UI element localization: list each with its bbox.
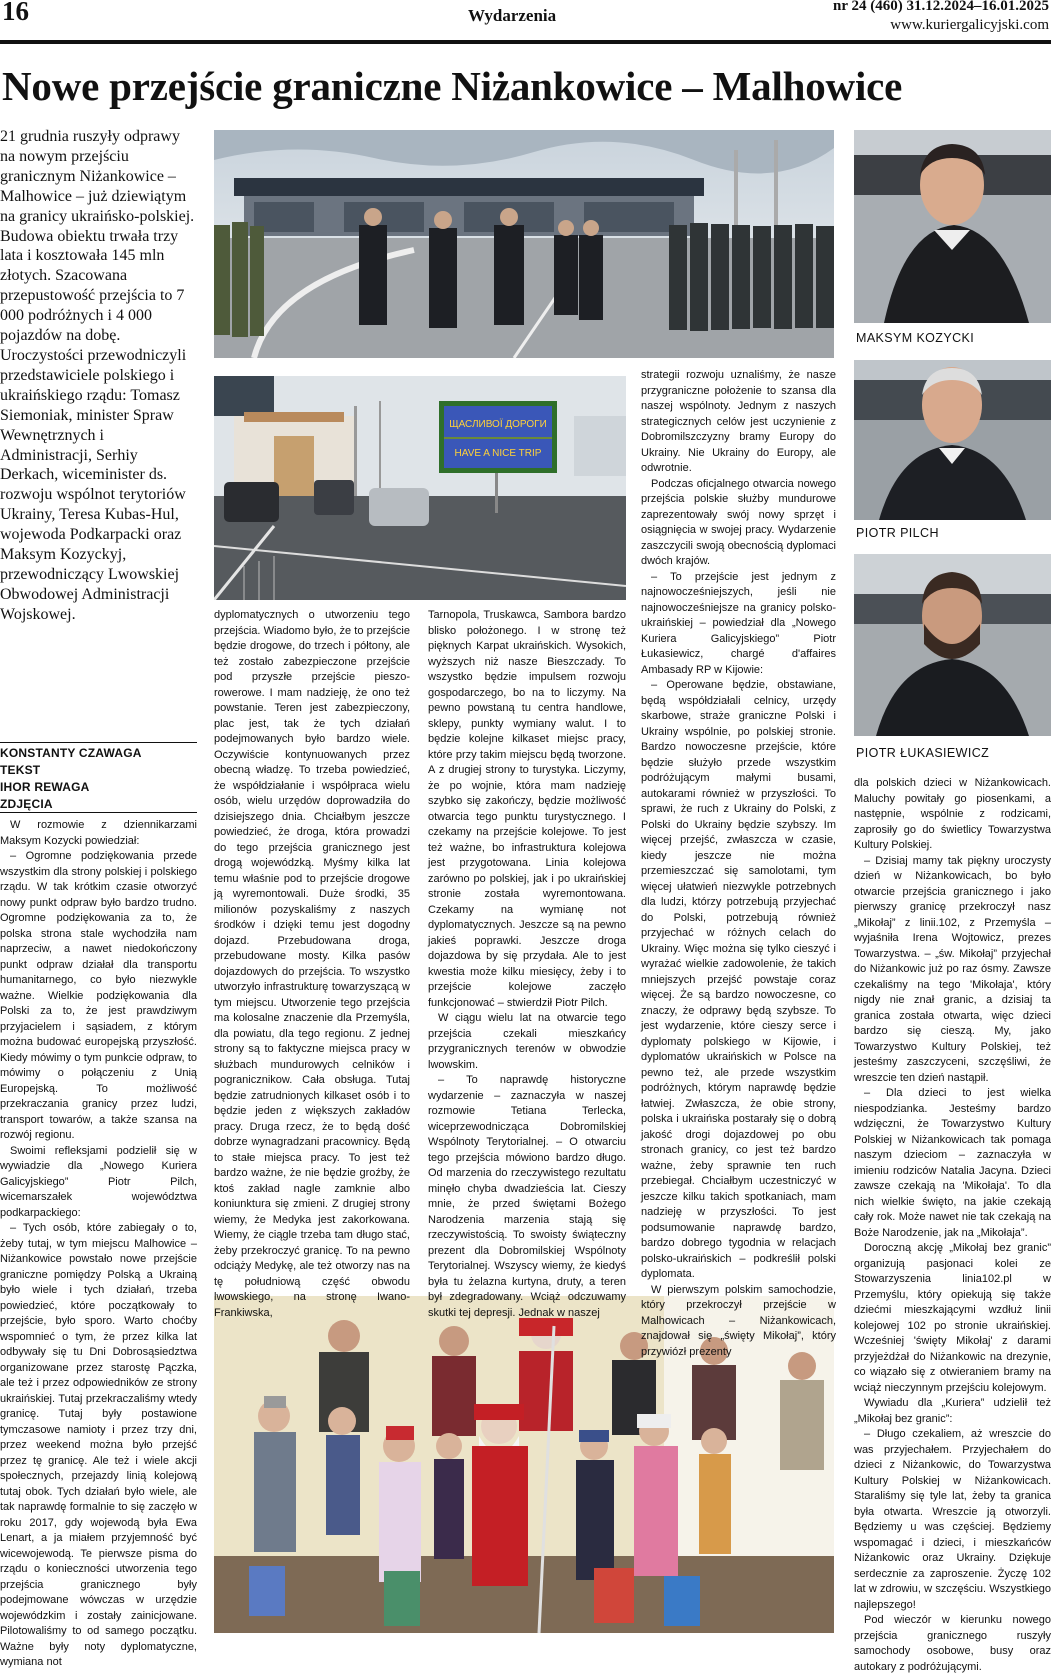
paragraph: – Długo czekaliem, aż wreszcie do was przyjechałem. Przyjechałem do dzieci z Niżankowic, do Towarzystwa Kultury Polskiej w Niżankowicach. Staraliśmy się tyle lat, żeby ta granica była otwarta. Wreszcie ją otworzyli. Będziemy u was częściej. Będziemy wspomagać i dzieci, i mieszkańców Niżankowic oraz Ukrainy. Dziękuje serdecznie za zaproszenie. Życzę 102 lat w zdrowiu, w szczęściu. Wszystkiego najlepszego!: [854, 1428, 1051, 1611]
paragraph: – To naprawdę historyczne wydarzenie – zaznaczyła w naszej rozmowie Tetiana Terlecka, wiceprzewodnicząca Dobromilskiej Wspólnoty Terytorialnej. – O otwarciu tego przejścia mówiono bardzo długo. Od marzenia do rzeczywistego rezultatu minęło chyba dwadzieścia lat. Cieszy mnie, że przed świętami Bożego Narodzenia marzenia stają się rzeczywistością. To swoisty świąteczny prezent dla Dobromilskiej Wspólnoty Terytorialnej. Wszyscy wiemy, że kiedyś była tu żelazna kurtyna, druty, a teren był zdegradowany. Wciąż odczuwamy skutki tej depresji. Jednak w naszej: [428, 1074, 626, 1319]
issue-info: nr 24 (460) 31.12.2024–16.01.2025: [833, 0, 1049, 14]
paragraph: – Ogromne podziękowania przede wszystkim dla strony polskiej i polskiego rządu. W tak krótkim czasie otworzyć nowy punkt odpraw było bardzo trudno. Ogromne podziękowania za to, że polska strona stale wychodziła nam naprzeciw, a nawet niedokończony punkt odpraw działał dla transportu humanitarnego, co było niezwykle ważne. Wielkie podziękowania dla Polski za to, że jest prawdziwym przyjacielem i sąsiadem, z którym można budować europejską przyszłość. Kiedy mówimy o tym punkcie odpraw, to mówimy o połączeniu z Unią Europejską. To możliwość przekraczania granicy przez ludzi, transport towarów, a także szansa na rozwój regionu.: [0, 850, 197, 1141]
article-column-3: [428, 608, 626, 1321]
photo-piotr-lukasiewicz: [854, 554, 1051, 736]
article-column-5: [854, 776, 1051, 1675]
paragraph: – Dzisiaj mamy tak piękny uroczysty dzień w Niżankowicach, bo było otwarcie przejścia granicznego i jako pierwszy granicę przekroczył nasz „Mikołaj” z linii.102, z Przemyśla – wyjaśniła Irena Wojtowicz, prezes Towarzystwa. – „św. Mikołaj” przyjechał do Niżankowic już po raz ósmy. Zawsze czekaliśmy na tego 'Mikołaja', który nigdy nie znał granic, a dzisiaj ta granica została otwarta, więc dzieci bardzo się cieszą. My, jako Towarzystwo Kultury Polskiej, też jesteśmy zaszczyceni, szczęśliwi, że wreszcie ten dzień nastąpił.: [854, 854, 1051, 1084]
website-link[interactable]: www.kuriergalicyjski.com: [890, 17, 1049, 33]
paragraph: W pierwszym polskim samochodzie, który przekroczył przejście w Malhowicach – Niżankowicach, znajdował się „święty Mikołaj”, który przywiózł prezenty: [641, 1283, 836, 1358]
caption-maksym-kozycki: MAKSYM KOZYCKI: [856, 331, 975, 345]
header-rule: [0, 40, 1051, 44]
article-column-2: [214, 608, 410, 1321]
credits-rule-bottom: [0, 812, 197, 813]
article-lead: 21 grudnia ruszyły odprawy na nowym przejściu granicznym Niżankowice – Malhowice – już dziewiątym na granicy ukraińsko-polskiej. Budowa obiektu trwała trzy lata i kosztowała 145 mln złotych. Szacowana przepustowość przejścia to 7 000 podróżnych i 4 000 pojazdów na dobę. Uroczystości przewodniczyli przedstawiciele polskiego i ukraińskiego rządu: Tomasz Siemoniak, minister Spraw Wewnętrznych i Administracji, Serhiy Derkach, wiceminister ds. rozwoju wspólnot terytoriów Ukrainy, Teresa Kubas-Hul, wojewoda Podkarpacki oraz Maksym Kozyckyj, przewodniczący Lwowskiej Obwodowej Administracji Wojskowej.: [0, 128, 195, 623]
credit-author: KONSTANTY CZAWAGA: [0, 746, 142, 760]
caption-piotr-lukasiewicz: PIOTR ŁUKASIEWICZ: [856, 746, 990, 760]
sign-text-english: HAVE A NICE TRIP: [454, 448, 542, 459]
article-column-4: [641, 368, 836, 1360]
sign-text-ukrainian: ЩАСЛИВОЇ ДОРОГИ: [449, 419, 547, 430]
paragraph: – Tych osób, które zabiegały o to, żeby tutaj, w tym miejscu Malhowice – Niżankowice powstało nowe przejście graniczne pomiędzy Polską a Ukrainą było wiele i tych działań, trzeba powiedzieć, które początkowały to przejście, było sporo. Warto choćby wspomnieć o tym, że przez kilka lat odbywały się tu Dni Dobrosąsiedztwa organizowane przez starostę Pączka, ale też i przez odpowiedników ze strony ukraińskiej. Tutaj przekraczaliśmy wtedy granicę. Tutaj były postawione tymczasowe namioty i przez trzy dni, przez weekend można było przejść przez tę granicę. Ale też i wiele akcji społecznych, przejazdy linią kolejową tutaj obok. Tych działań było wiele, ale tak naprawdę formalnie to się zaczęło w roku 2017, gdy wojewodą była Ewa Lenart, a ja miałem przyjemność być wicewojewodą. Te pierwsze pisma do rządu o konieczności utworzenia tego przejścia granicznego były podejmowane wówczas w urzędzie wojewódzkim i zostały zainicjowane. Pilotowaliśmy to od samego początku. Ważne były noty dyplomatyczne, wymiana not: [0, 1222, 197, 1668]
credits-rule-top: [0, 742, 197, 743]
credit-photographer: IHOR REWAGA: [0, 780, 90, 794]
article-title: Nowe przejście graniczne Niżankowice – Malhowice: [2, 63, 903, 109]
paragraph: – Dla dzieci to jest wielka niespodzianka. Jesteśmy bardzo wdzięczni, że Towarzystwo Kultury Polskiej w Niżankowicach tak pomaga naszym dzieciom – zaznaczyła w imieniu rodziców Natalia Jacyna. Dzieci zawsze czekają na 'Mikołaja'. To dla nich wielkie święto, na jakie czekają cały rok. Może nawet nie tak czekają na Boże Narodzenie, jak na „Mikołaja”.: [854, 1087, 1051, 1239]
paragraph: Tarnopola, Truskawca, Sambora bardzo blisko położonego. I w stronę też pięknych Karpat ukraińskich. Wysokich, wyższych niż nasze Bieszczady. To wszystko będzie impulsem rozwoju gospodarczego, bo na to liczymy. Na pewno powstaną tu centra handlowe, sklepy, punkty wymiany walut. I to będzie kolejne kilkaset miejsc pracy, które przy takim miejscu będą tworzone. A z drugiej strony to turystyka. Liczymy, że po wojnie, która mam nadzieję szybko się zakończy, będzie możliwość otwarcia tego punktu turystycznego. I czekamy na przejście kolejowe. To jest też ważne, bo infrastruktura kolejowa jest przygotowana. Linia kolejowa zarówno po polskiej, jak i po ukraińskiej stronie została wyremontowana. Czekamy na wymianę not dyplomatycznych. Jeszcze są na pewno jakieś poprawki. Jeszcze droga dojazdowa by się przydała. Ale to jest kwestia może kilku miesięcy, żeby i to przejście kolejowe zaczęło funkcjonować – stwierdził Piotr Pilch.: [428, 609, 626, 1009]
paragraph: dla polskich dzieci w Niżankowicach. Maluchy powitały go piosenkami, a następnie, wspólnie z rodzicami, zaprosiły go do świetlicy Towarzystwa Kultury Polskiej.: [854, 777, 1051, 851]
paragraph: Wywiadu dla „Kuriera” udzielił też „Mikołaj bez granic”:: [854, 1397, 1051, 1425]
page-number: 16: [2, 0, 29, 26]
paragraph: strategii rozwoju uznaliśmy, że nasze przygraniczne położenie to szansa dla naszej wspólnoty. Jednym z naszych strategicznych celów jest uczynienie z Dobromilszczyzny bramy Europy do Ukrainy. Nie Ukrainy do Europy, ale odwrotnie.: [641, 369, 836, 474]
paragraph: Podczas oficjalnego otwarcia nowego przejścia polskie służby mundurowe zaprezentowały swój nowy sprzęt i osiągnięcia w swojej pracy. Wydarzenie zaszczycili swoją obecnością dyplomaci dwóch krajów.: [641, 477, 836, 567]
photo-maksym-kozycki: [854, 130, 1051, 323]
paragraph: W rozmowie z dziennikarzami Maksym Kozycki powiedział:: [0, 819, 197, 847]
article-column-1: [0, 818, 197, 1671]
photo-ceremony: [214, 130, 834, 358]
paragraph: W ciągu wielu lat na otwarcie tego przejścia czekali mieszkańcy przygranicznych terenów w obwodzie lwowskim.: [428, 1012, 626, 1071]
caption-piotr-pilch: PIOTR PILCH: [856, 526, 939, 540]
photo-cars-crossing: [214, 376, 626, 600]
credit-photos-label: ZDJĘCIA: [0, 797, 53, 811]
paragraph: Pod wieczór w kierunku nowego przejścia granicznego ruszyły samochody osobowe, busy oraz autokary z podróżującymi.: [854, 1614, 1051, 1673]
section-title: Wydarzenia: [468, 6, 557, 25]
photo-piotr-pilch: [854, 360, 1051, 520]
paragraph: – To przejście jest jednym z najnowocześniejszych, jeśli nie najnowocześniejsze na granicy polsko-ukraińskiej – powiedział dla „Nowego Kuriera Galicyjskiego” Piotr Łukasiewicz, chargé d'affaires Ambasady RP w Kijowie:: [641, 570, 836, 676]
credits: [0, 745, 197, 813]
paragraph: Swoimi refleksjami podzielił się w wywiadzie dla „Nowego Kuriera Galicyjskiego” Piotr Pilch, wicemarszałek województwa podkarpackiego:: [0, 1144, 197, 1219]
paragraph: – Operowane będzie, obstawiane, będą współdziałali celnicy, urzędy skarbowe, straże graniczne Polski i Ukrainy wspólnie, po polskiej stronie. Bardzo nowoczesne przejście, które będzie służyło przede wszystkim podróżującym małymi busami, autokarami również w przyszłości. To sprawi, że ruch z Ukrainy do Polski, z Polski do Ukrainy będzie szybszy. Im więcej przejść, zwłaszcza w czasie, kiedy jeszcze nie można przemieszczać się samolotami, tym więcej ułatwień niezwykle potrzebnych dla ludzi, którzy potrzebują przyjechać do Polski, potrzebują również przyjechać w różnych celach do Ukrainy. Więc można się tylko cieszyć i wyrażać wielkie zadowolenie, że takich mniejszych przejść powstaje coraz więcej. Że są bardzo nowoczesne, co znaczy, że odprawy będą szybsze. To jest wydarzenie, które cieszy serce i dyplomaty polskiego w Kijowie, i dyplomatów ukraińskich w Polsce na pewno też, ale przede wszystkim podróżnych, którym naprawdę będzie łatwiej. Zwłaszcza, że obie strony, polska i ukraińska postarały się o dobrą jakość drogi dojazdowej po obu stronach granicy, co jest też bardzo ważne, żeby sprawnie ten ruch przebiegał. Chciałbym uczestniczyć w jeszcze kilku takich spotkaniach, mam nadzieję w przyszłości. To jest podsumowanie naprawdę bardzo, bardzo dobrego tygodnia w relacjach polsko-ukraińskich – podkreślił polski dyplomata.: [641, 679, 836, 1280]
credit-text-label: TEKST: [0, 763, 41, 777]
paragraph: dyplomatycznych o utworzeniu tego przejścia. Wiadomo było, że to przejście będzie drogowe, do trzech i półtony, ale też zostało zabezpieczone przejście pod przyszłe przejście pieszo-rowerowe. I mam nadzieję, że ono też powstanie. Teren jest zabezpieczony, plac jest, tak że tych działań podejmowanych było bardzo wiele. Oczywiście kontynuowanych przez obecną władzę. To trzeba powiedzieć, że współdziałanie i współpraca wielu osób, wielu urzędów doprowadziła do dzisiejszego dnia. Chciałbym jeszcze powiedzieć, że droga, która prowadzi do tego przejścia granicznego jest drogą wojewódzką. Myśmy kilka lat temu właśnie pod to przejście drogowe ją wyremontowali. Duże środki, 35 milionów pozyskaliśmy z naszych środków i dzięki temu jest dogodny dojazd. Przebudowana droga, przebudowane mosty. Kilka pasów dojazdowych do przejścia. To wszystko utworzyło infrastrukturę towarzyszącą w tym miejscu. Utworzenie tego przejścia ma kolosalne znaczenie dla Przemyśla, dla powiatu, dla tego regionu. Z jednej strony są to faktyczne miejsca pracy w służbach mundurowych celników i pogranicznikow. Cała obsługa. Tutaj będzie zatrudnionych kilkaset osób i to będzie jeden z większych zakładów pracy. Druga rzecz, że to będą dość dobrze wynagradzani pracownicy. Będą to stałe miejsca pracy. To jest też bardzo ważne, że nie będzie groźby, że ktoś zakład nagle zamknie albo koniunktura się zmieni. Z drugiej strony wiemy, że Medyka jest zakorkowana. Wiemy, że ciągle trzeba tam długo stać, żeby przekroczyć granicę. To na pewno odciąży Medykę, ale też otworzy nas na tę południową część obwodu lwowskiego, na stronę Iwano-Frankiwska,: [214, 609, 410, 1319]
paragraph: Doroczną akcję „Mikołaj bez granic” organizują pasjonaci kolei ze Stowarzyszenia linia102.pl w Przemyślu, który opiekują się także dziećmi mieszkającymi wzdłuż linii kolejowej 102 po stronie ukraińskiej. Wcześniej 'święty Mikołaj' z darami przyjeżdżał do Niżankowic na drezynie, co wiązało się z otwieraniem bramy na wciąż nieczynnym przejściu kolejowym.: [854, 1242, 1051, 1394]
